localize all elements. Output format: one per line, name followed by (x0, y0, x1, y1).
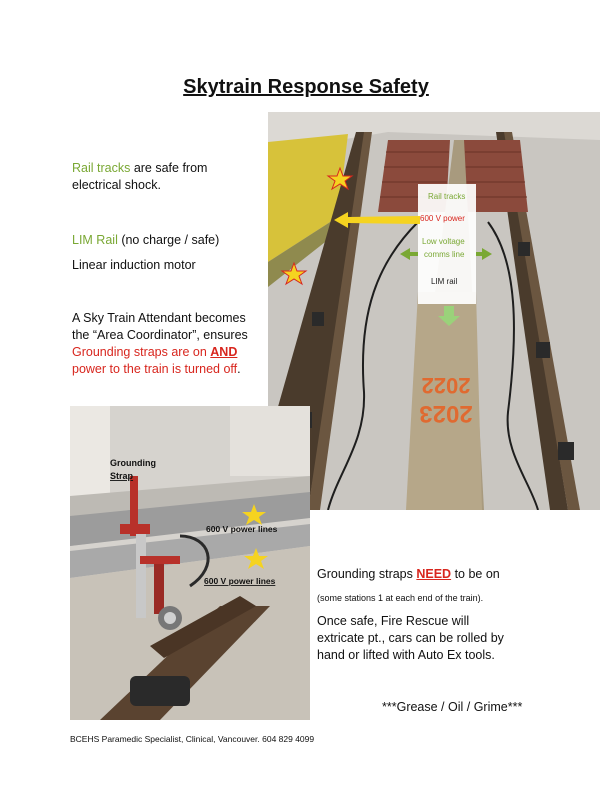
need-prefix: Grounding straps (317, 567, 417, 581)
track-photo (268, 112, 600, 510)
attendant-line: A Sky Train Attendant becomes the “Area Coordinator”, ensures (72, 311, 248, 342)
and-emphasis: AND (210, 345, 238, 359)
lim-rail-term: LIM Rail (72, 233, 118, 247)
rail-tracks-desc: are safe from electrical shock. (72, 161, 208, 192)
label-lim-rail: LIM rail (431, 277, 458, 286)
grounding-red-text: Grounding straps are on (72, 345, 211, 359)
period: . (237, 362, 241, 376)
stations-note: (some stations 1 at each end of the train). (317, 593, 484, 603)
label-low-voltage: Low voltage (422, 237, 465, 246)
rail-tracks-note (72, 160, 252, 194)
need-suffix: to be on (451, 567, 500, 581)
attendant-note (72, 310, 266, 378)
label-600v-power: 600 V power (420, 214, 465, 223)
rail-tracks-term: Rail tracks (72, 161, 131, 175)
label-rail-tracks: Rail tracks (428, 192, 466, 201)
power-lines-label-2: 600 V power lines (204, 576, 276, 586)
track-photo-illustration (268, 112, 600, 510)
track-number-2022: 2022 (421, 373, 471, 398)
track-number-2023: 2023 (419, 400, 473, 427)
grounding-label: Grounding (110, 458, 156, 468)
rescue-note: Once safe, Fire Rescue will extricate pt., cars can be rolled by hand or lifted with Auto Ex tools. (317, 614, 504, 662)
footer-credit: BCEHS Paramedic Specialist, Clinical, Vancouver. 604 829 4099 (70, 734, 315, 744)
lim-rail-note (72, 232, 262, 249)
grounding-strap-photo (70, 406, 310, 720)
power-off-text: power to the train is turned off (72, 362, 238, 376)
grease-warning: ***Grease / Oil / Grime*** (382, 700, 523, 714)
strap-photo-illustration (70, 406, 310, 720)
linear-induction-note: Linear induction motor (72, 258, 196, 272)
label-comms-line: comms line (424, 250, 465, 259)
strap-label: Strap (110, 471, 134, 481)
lim-rail-desc: (no charge / safe) (117, 233, 220, 247)
grounding-need-note (317, 566, 557, 583)
power-lines-label-1: 600 V power lines (206, 524, 278, 534)
need-emphasis: NEED (416, 567, 452, 581)
page-title: Skytrain Response Safety (183, 76, 429, 98)
